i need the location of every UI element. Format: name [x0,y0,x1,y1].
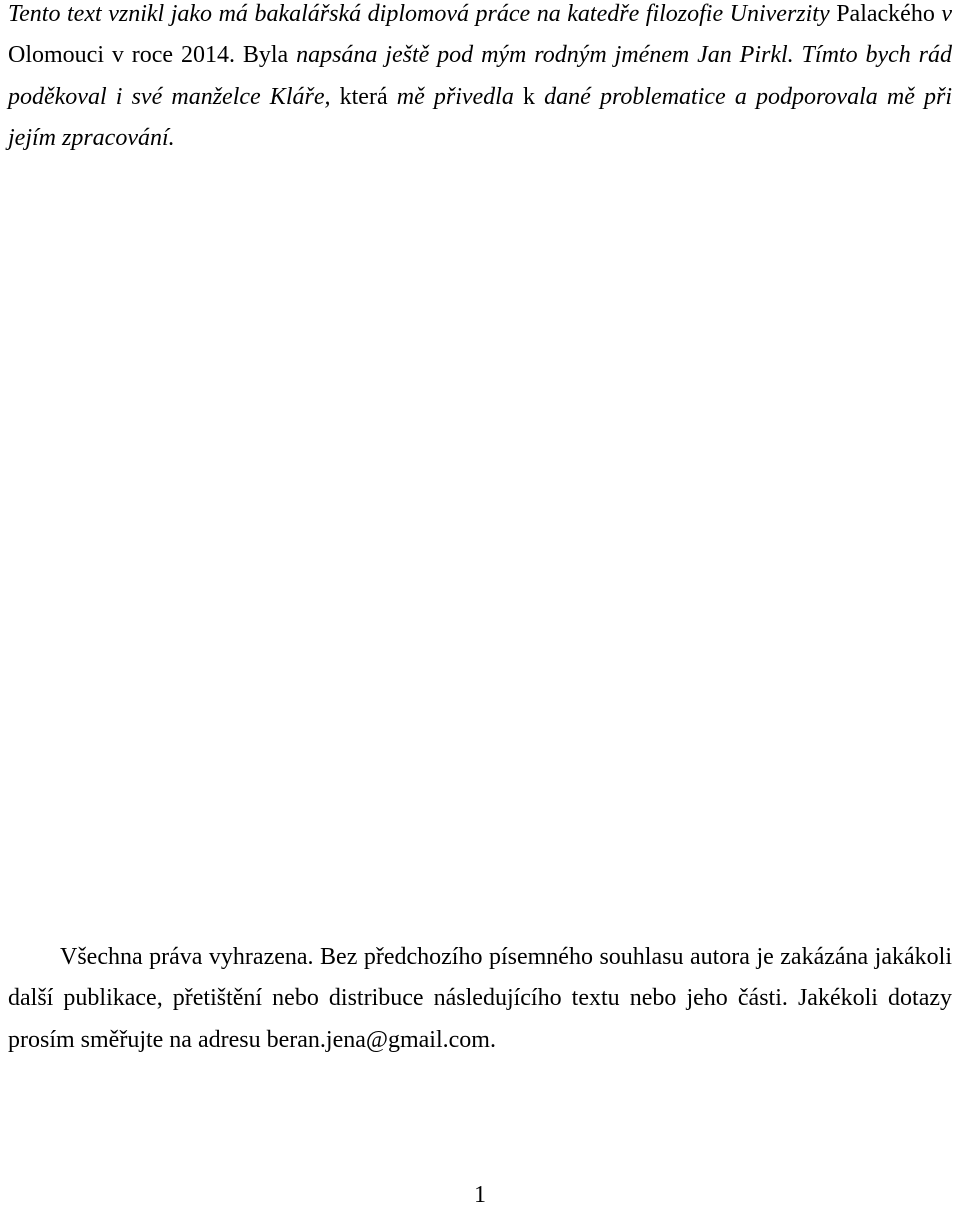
intro-segment: v [934,1,953,27]
intro-segment: která [339,83,388,110]
intro-segment: napsána ještě pod mým rodným jménem Jan Pirkl. Tímto bych rád poděkoval i své manželce Kláře, [8,42,952,110]
intro-segment: k [523,83,535,110]
copyright-notice: Všechna práva vyhrazena. Bez předchozího písemného souhlasu autora je zakázána jakákoli další publikace, přetištění nebo distribuce následujícího textu nebo jeho části. Jakékoli dotazy prosím směřujte na adresu beran.jena@gmail.com. [8,944,952,1053]
intro-segment: Palackého [836,1,935,27]
intro-segment: Olomouci v roce 2014. Byla [8,42,289,69]
page-number: 1 [474,1182,486,1208]
intro-segment: Tento text vznikl jako má bakalářská diplomová práce na katedře filozofie Univerzity [8,1,837,27]
acknowledgement-paragraph [8,0,952,159]
intro-segment: dané problematice a podporovala mě při jejím zpracování. [8,83,953,151]
intro-segment: mě přivedla [387,83,523,110]
